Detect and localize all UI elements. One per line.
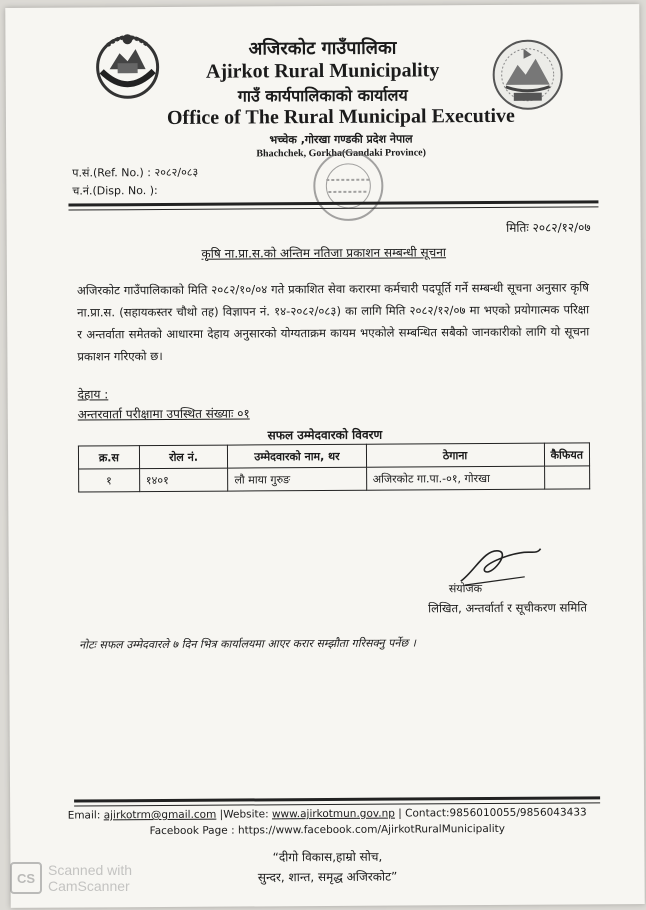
cell-remarks xyxy=(544,466,590,489)
results-table xyxy=(78,442,590,492)
signer-role: संयोजक xyxy=(448,582,483,596)
header-sn: क्र.स xyxy=(78,446,139,469)
email-label: Email: xyxy=(67,809,101,822)
committee-name: लिखित, अन्तर्वार्ता र सूचीकरण समिति xyxy=(428,600,587,616)
municipality-name-english: Ajirkot Rural Municipality xyxy=(205,59,440,83)
website-label: |Website: xyxy=(219,808,269,821)
camscanner-line-2: CamScanner xyxy=(48,878,130,894)
table-caption: सफल उम्मेदवारको विवरण xyxy=(267,427,383,443)
contact-phones: | Contact:9856010055/9856043433 xyxy=(398,806,587,820)
camscanner-text xyxy=(48,862,132,894)
camscanner-line-1: Scanned with xyxy=(48,862,133,878)
cell-address: अजिरकोट गा.पा.-०१, गोरखा xyxy=(366,466,544,490)
interview-count: अन्तरवार्ता परीक्षामा उपस्थित संख्याः ०१ xyxy=(77,406,250,422)
issue-date: मितिः २०८२/१२/०७ xyxy=(506,220,591,235)
dispatch-number: च.नं.(Disp. No. ): xyxy=(72,184,158,198)
cell-name: लौ माया गुरुङ xyxy=(228,467,366,491)
footer-contact xyxy=(10,806,644,822)
dehaya-heading: देहाय : xyxy=(77,387,109,402)
header-roll: रोल नं. xyxy=(139,445,228,469)
footer-rule-thick xyxy=(74,796,600,802)
website-link[interactable]: www.ajirkotmun.gov.np xyxy=(271,807,395,821)
letter-page xyxy=(5,4,644,908)
notice-body: अजिरकोट गाउँपालिकाको मिति २०८२/१०/०४ गते प्रकाशित सेवा करारमा कर्मचारी पदपूर्ति गर्ने सम्बन्धी सूचना अनुसार कृषि ना.प्रा.स. (सहायकस्तर चौथो तह) विज्ञापन नं. १४-२०८२/०८३) का लागि मिति २०८२/१२/०७ मा भएको प्रयोगात्मक परिक्षा र अन्तर्वाता समेतको आधारमा देहाय अनुसारको योग्यताक्रम कायम भएकोले सम्बन्धित सबैको जानकारीको लागि यो सूचना प्रकाशन गरिएको छ। xyxy=(76,280,590,364)
email-link[interactable]: ajirkotrm@gmail.com xyxy=(103,808,217,822)
cell-roll: १४०१ xyxy=(139,468,228,492)
address-english: Bhachchek, Gorkha(Gandaki Province) xyxy=(256,147,426,160)
slogan-line-1: “दीगो विकास,हाम्रो सोच, xyxy=(272,849,383,865)
camscanner-logo-icon: CS xyxy=(10,862,42,894)
office-stamp-icon xyxy=(308,146,388,226)
ref-number: प.सं.(Ref. No.) : २०८२/०८३ xyxy=(72,165,199,180)
header-name: उम्मेदवारको नाम, थर xyxy=(228,444,366,468)
cell-sn: १ xyxy=(79,469,140,492)
facebook-page: Facebook Page : https://www.facebook.com/AjirkotRuralMunicipality xyxy=(149,822,505,838)
header-address: ठेगाना xyxy=(366,443,544,467)
camscanner-watermark xyxy=(10,862,132,894)
notice-note: नोटः सफल उम्मेदवारले ७ दिन भित्र कार्यालयमा आएर करार सम्झौता गरिसक्नु पर्नेछ । xyxy=(79,636,416,652)
header-remarks: कैफियत xyxy=(544,443,590,466)
notice-subject: कृषि ना.प्रा.स.को अन्तिम नतिजा प्रकाशन सम्बन्धी सूचना xyxy=(201,245,447,261)
office-name-nepali: गाउँ कार्यपालिकाको कार्यालय xyxy=(237,85,408,106)
municipality-name-nepali: अजिरकोट गाउँपालिका xyxy=(248,37,397,60)
office-name-english: Office of The Rural Municipal Executive xyxy=(166,104,515,129)
slogan-line-2: सुन्दर, शान्त, समृद्ध अजिरकोट” xyxy=(257,869,398,885)
table-header-row xyxy=(78,443,589,469)
address-nepali: भच्चेक ,गोरखा गण्डकी प्रदेश नेपाल xyxy=(269,132,413,147)
table-row xyxy=(79,466,590,492)
